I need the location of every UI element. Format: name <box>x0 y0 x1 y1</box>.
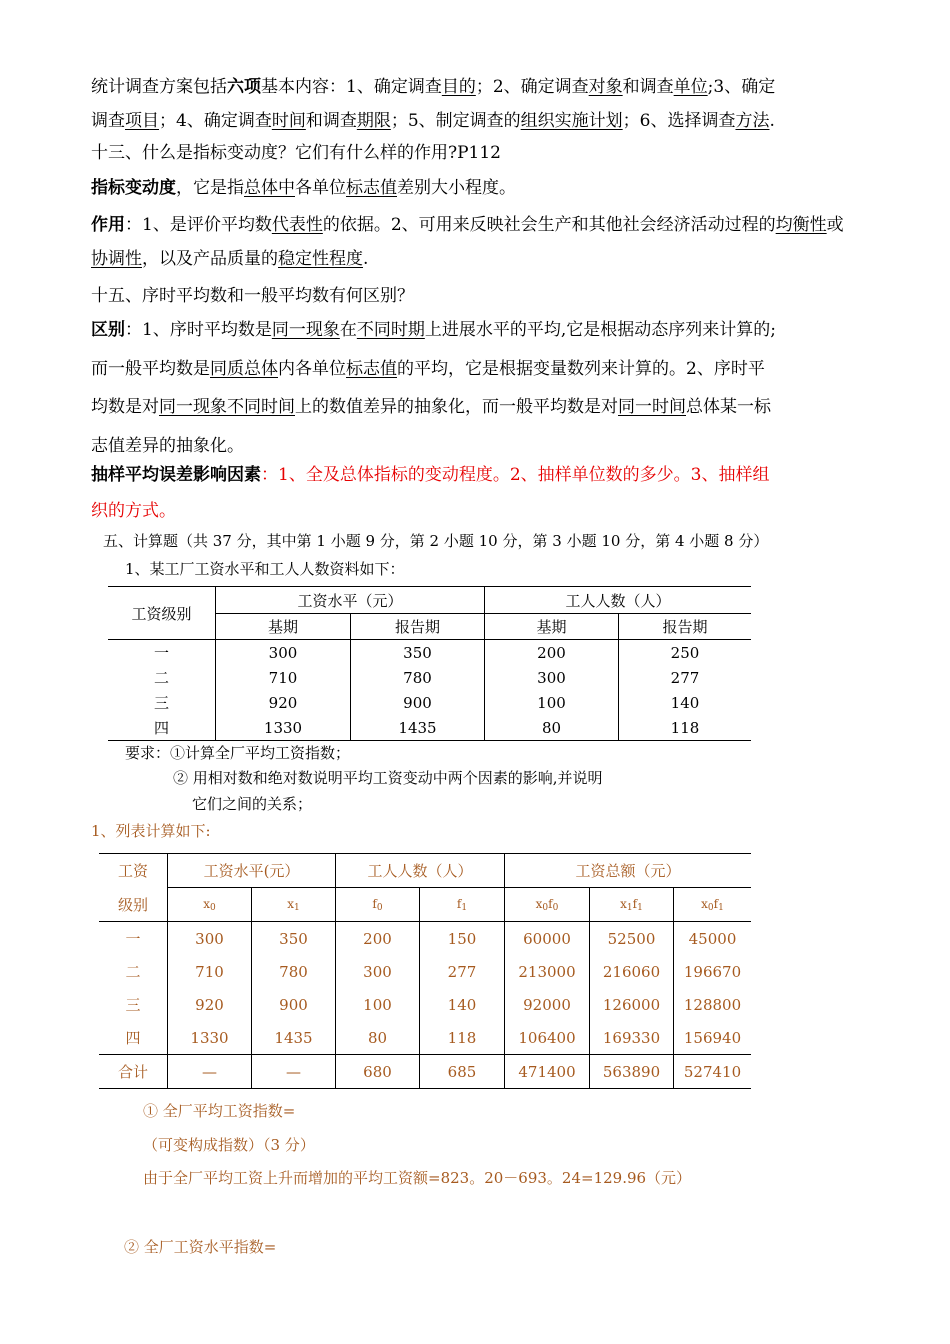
calc-heading: 五、计算题（共 37 分，其中第 1 小题 9 分，第 2 小题 10 分，第 3 小题 10 分，第 4 小题 8 分） <box>103 532 769 550</box>
cell: 四 <box>99 1021 168 1055</box>
cell: 二 <box>108 665 216 690</box>
table-row <box>99 955 751 988</box>
cell: 216060 <box>590 955 674 988</box>
header-level: 工资级别 <box>108 587 216 640</box>
cell: 350 <box>252 922 336 956</box>
header-level-2: 级别 <box>99 888 168 922</box>
cell: 80 <box>485 715 619 741</box>
cell: 二 <box>99 955 168 988</box>
cell: 92000 <box>505 988 590 1021</box>
q13-usage: 作用：1、是评价平均数代表性的依据。2、可用来反映社会生产和其他社会经济活动过程的均衡性或协调性，以及产品质量的稳定性程度. <box>91 215 844 269</box>
header-total: 工资总额（元） <box>505 854 752 888</box>
cell: 710 <box>216 665 351 690</box>
cell: 300 <box>336 955 420 988</box>
cell: 920 <box>168 988 252 1021</box>
answer-1: ① 全厂平均工资指数= <box>143 1102 296 1120</box>
cell: 80 <box>336 1021 420 1055</box>
survey-plan-line-2: 调查项目；4、确定调查时间和调查期限；5、制定调查的组织实施计划；6、选择调查方法. <box>91 111 775 131</box>
answer-title: 1、列表计算如下: <box>91 822 211 840</box>
q15-title: 十五、序时平均数和一般平均数有何区别？ <box>91 286 414 306</box>
cell: 1435 <box>351 715 485 741</box>
cell: 300 <box>216 640 351 666</box>
cell: 156940 <box>683 1028 742 1047</box>
requirement-3: 它们之间的关系； <box>192 795 313 813</box>
q13-definition: 指标变动度，它是指总体中各单位标志值差别大小程度。 <box>91 178 516 198</box>
survey-plan-line-1: 统计调查方案包括六项基本内容：1、确定调查目的；2、确定调查对象和调查单位;3、确定 <box>91 77 776 97</box>
table-row <box>108 665 751 690</box>
cell: 合计 <box>99 1055 168 1089</box>
header-x0: $x_0$ <box>168 888 252 922</box>
header-report: 报告期 <box>351 614 485 640</box>
header-base: 基期 <box>485 614 619 640</box>
answer-2: （可变构成指数）（3 分） <box>143 1136 315 1154</box>
cell: 1330 <box>168 1021 252 1055</box>
header-wage: 工资水平（元） <box>216 587 485 614</box>
cell: 150 <box>420 922 505 956</box>
cell: 118 <box>670 718 700 737</box>
cell: 100 <box>336 988 420 1021</box>
header-workers: 工人人数（人） <box>485 587 752 614</box>
header-x1f1: $x_1f_1$ <box>590 888 674 922</box>
cell: 920 <box>216 690 351 715</box>
table-row <box>99 922 751 956</box>
cell: 780 <box>252 955 336 988</box>
cell: 1330 <box>216 715 351 741</box>
cell: 三 <box>99 988 168 1021</box>
cell: 140 <box>420 988 505 1021</box>
header-level-1: 工资 <box>99 854 168 888</box>
cell: 527410 <box>683 1062 742 1081</box>
cell: 900 <box>351 690 485 715</box>
cell: 300 <box>485 665 619 690</box>
q13-title: 十三、什么是指标变动度？它们有什么样的作用?P112 <box>91 143 501 163</box>
cell: 277 <box>670 668 700 687</box>
q1-title: 1、某工厂工资水平和工人人数资料如下： <box>125 560 405 578</box>
cell: 52500 <box>590 922 674 956</box>
cell: 680 <box>336 1055 420 1089</box>
requirement-1: 要求：①计算全厂平均工资指数； <box>125 744 351 762</box>
cell: — <box>168 1055 252 1089</box>
cell: 100 <box>485 690 619 715</box>
cell: 710 <box>168 955 252 988</box>
cell: 140 <box>670 693 700 712</box>
cell: 45000 <box>688 929 737 948</box>
cell: 128800 <box>683 995 742 1014</box>
cell: 277 <box>420 955 505 988</box>
table-row <box>99 1021 751 1055</box>
cell: 196670 <box>683 962 742 981</box>
cell: 1435 <box>252 1021 336 1055</box>
requirement-2: ② 用相对数和绝对数说明平均工资变动中两个因素的影响,并说明 <box>173 769 603 787</box>
sampling-error-factors: 抽样平均误差影响因素：1、全及总体指标的变动程度。2、抽样单位数的多少。3、抽样组 织的方式。 <box>91 465 770 521</box>
cell: 563890 <box>590 1055 674 1089</box>
cell: 685 <box>420 1055 505 1089</box>
table-row <box>108 640 751 666</box>
cell: 一 <box>99 922 168 956</box>
cell: 169330 <box>590 1021 674 1055</box>
header-f0: $f_0$ <box>336 888 420 922</box>
cell: 213000 <box>505 955 590 988</box>
cell: 60000 <box>505 922 590 956</box>
header-x1: $x_1$ <box>252 888 336 922</box>
answer-3: 由于全厂平均工资上升而增加的平均工资额=823。20－693。24=129.96（元） <box>143 1169 692 1187</box>
wage-calculation-table <box>99 853 751 1089</box>
header-workers: 工人人数（人） <box>336 854 505 888</box>
header-x0f1: $x_0f_1$ <box>701 896 724 913</box>
table-total-row <box>99 1055 751 1089</box>
header-report: 报告期 <box>662 618 708 636</box>
cell: 118 <box>420 1021 505 1055</box>
header-wage: 工资水平(元） <box>168 854 336 888</box>
cell: 900 <box>252 988 336 1021</box>
cell: 三 <box>108 690 216 715</box>
cell: 350 <box>351 640 485 666</box>
cell: 780 <box>351 665 485 690</box>
cell: 471400 <box>505 1055 590 1089</box>
q15-difference: 区别：1、序时平均数是同一现象在不同时期上进展水平的平均,它是根据动态序列来计算的; 而一般平均数是同质总体内各单位标志值的平均，它是根据变量数列来计算的。2、序时平 均数是对同一现象不同时间上的数值差异的抽象化，而一般平均数是对同一时间总体某一标 志值差异的抽象化。 <box>91 320 776 456</box>
cell: 250 <box>670 643 700 662</box>
cell: 200 <box>485 640 619 666</box>
cell: 四 <box>108 715 216 741</box>
cell: 一 <box>108 640 216 666</box>
cell: 200 <box>336 922 420 956</box>
header-base: 基期 <box>216 614 351 640</box>
answer-4: ② 全厂工资水平指数= <box>124 1238 277 1256</box>
table-row <box>108 715 751 741</box>
cell: 106400 <box>505 1021 590 1055</box>
table-row <box>99 988 751 1021</box>
cell: 300 <box>168 922 252 956</box>
table-row <box>108 690 751 715</box>
header-f1: $f_1$ <box>420 888 505 922</box>
cell: 126000 <box>590 988 674 1021</box>
wage-data-table <box>108 586 751 741</box>
cell: — <box>252 1055 336 1089</box>
header-x0f0: $x_0f_0$ <box>505 888 590 922</box>
